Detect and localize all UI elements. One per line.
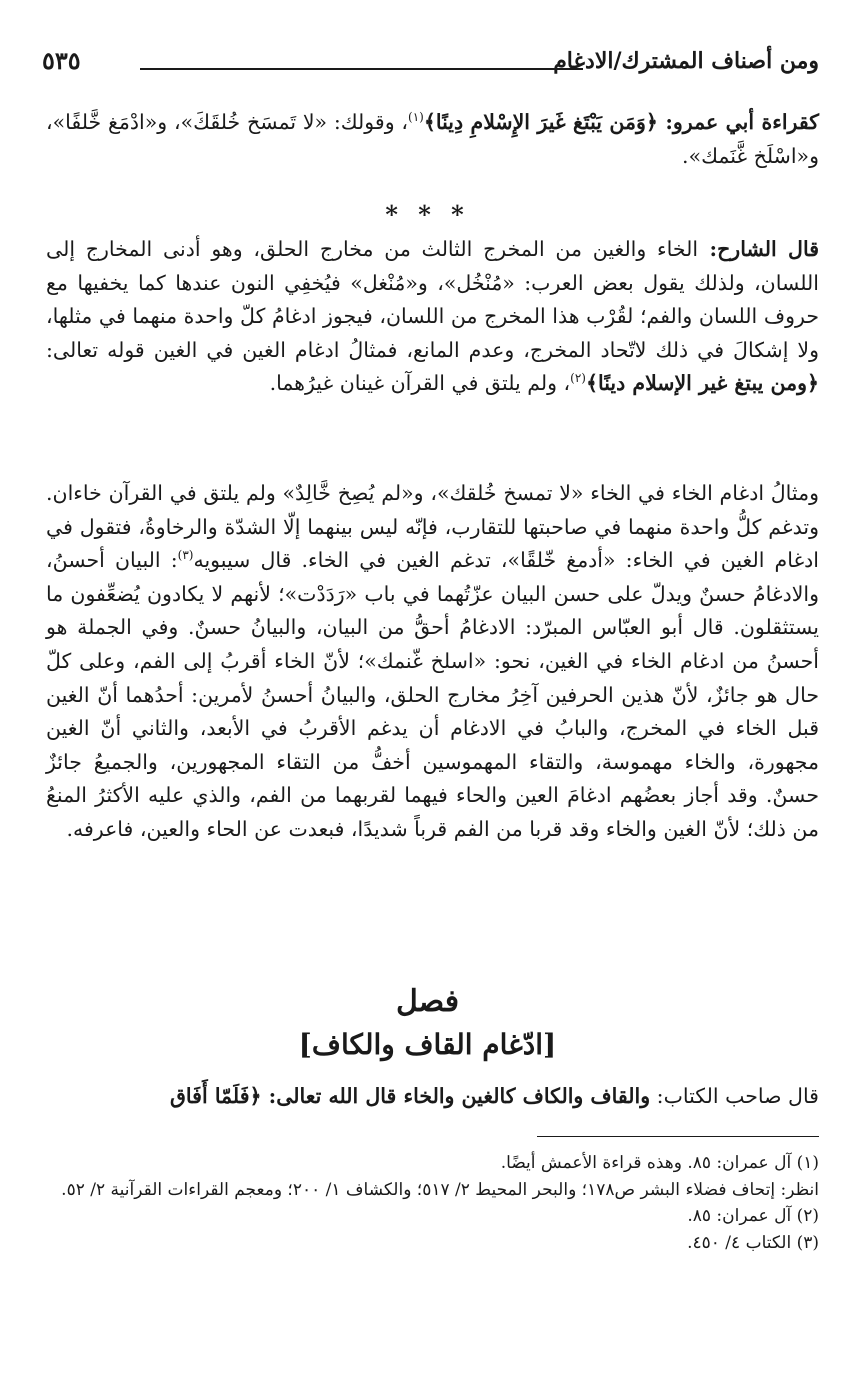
page-number: ٥٣٥ bbox=[42, 46, 81, 75]
sharih-paragraph bbox=[46, 233, 819, 401]
main-text-1: ومثالُ ادغام الخاء في الخاء «لا تمسخ خُلقك»، و«لم يُصِخ خَّالِدٌ» ولم يلتق في القرآن خاءان. وتدغم كلُّ واحدة منهما في صاحبتها للتقارب، فإنّه ليس بينهما إلّا الشدّة والرخاوةُ، فتقول في ادغام الغين في الخاء: «أدمغ خّلقًا»، تدغم الغين في الخاء. قال سيبويه bbox=[46, 481, 819, 573]
kitab-label: قال صاحب الكتاب: bbox=[650, 1084, 819, 1108]
footnote-rule bbox=[537, 1136, 819, 1137]
footnote-ref-3: (٣) bbox=[177, 548, 194, 563]
sharih-text-2: ، ولم يلتق في القرآن غينان غيرُهما. bbox=[269, 371, 571, 396]
main-text-2: : البيان أحسنُ، والادغامُ حسنٌ ويدلّ على حسن البيان عزّتُهما في باب «رَدَدْت»؛ لأنهم لا يكادون يُضعِّفون ما يستثقلون. قال أبو العبّاس المبرّد: الادغامُ أحقُّ من البيان، والبيانُ حسنٌ. وفي الجملة هو أحسنُ من ادغام الخاء في الغين، نحو: «اسلخ غّنمك»؛ لأنّ الخاء أقربُ إلى الفم، وعلى كلّ حال هو جائزٌ، لأنّ هذين الحرفين آخِرُ مخارج الحلق، والبيانُ أحسنُ لأمرين: أحدُهما أنّ الغين قبل الخاء في المخرج، والبابُ في الادغام أن يدغم الأقربُ في الأبعد، والثاني أنّ الغين مجهورة، والخاء مهموسة، والتقاء المهموسين أخفُّ من التقاء المجهورين، والجميعُ جائزٌ حسنٌ. وقد أجاز بعضُهم ادغامَ العين والحاء فيهما لقربهما من الفم، والذي عليه الأكثرُ المنعُ من ذلك؛ لأنّ الغين والخاء وقد قربا من الفم قرباً شديدًا، فبعدت عن الحاء والعين، فاعرفه. bbox=[46, 548, 819, 841]
running-title: ومن أصناف المشترك/الادغام bbox=[553, 48, 819, 74]
footnote-2: (٢) آل عمران: ٨٥. bbox=[687, 1206, 819, 1226]
footnote-ref-1: (١) bbox=[408, 110, 424, 125]
main-paragraph bbox=[46, 477, 819, 847]
section-heading: فصل bbox=[395, 984, 460, 1019]
intro-paragraph bbox=[46, 106, 819, 173]
footnote-ref-2: (٢) bbox=[570, 371, 586, 386]
intro-rest: ، وقولك: «لا تَمسَخ خُلقَكَ»، و«ادْمَغ خَّلفًا»، و«اسْلَخ غَّنَمك». bbox=[46, 110, 819, 168]
intro-verse: ﴿وَمَن يَبْتَغ غَيرَ الإِسْلامِ دِينًا﴾ bbox=[423, 110, 658, 134]
header-rule bbox=[140, 68, 583, 70]
footnote-1-sources: انظر: إتحاف فضلاء البشر ص١٧٨؛ والبحر المحيط ٢/ ٥١٧؛ والكشاف ١/ ٢٠٠؛ ومعجم القراءات القرآنية ٢/ ٥٢. bbox=[61, 1179, 819, 1200]
page-header bbox=[42, 46, 819, 80]
kitab-paragraph bbox=[46, 1080, 819, 1114]
footnote-3: (٣) الكتاب ٤/ ٤٥٠. bbox=[687, 1232, 819, 1253]
footnotes bbox=[46, 1150, 819, 1256]
sharih-verse: ﴿ومن يبتغ غير الإسلام دينًا﴾ bbox=[585, 371, 819, 396]
section-subheading: [ادّغام القاف والكاف] bbox=[298, 1028, 557, 1061]
intro-lead: كقراءة أبي عمرو: bbox=[657, 110, 819, 134]
kitab-text: والقاف والكاف كالغين والخاء قال الله تعالى: ﴿فَلَمّا أَفَاق bbox=[170, 1084, 651, 1108]
footnote-1: (١) آل عمران: ٨٥. وهذه قراءة الأعمش أيضًا. bbox=[500, 1153, 819, 1173]
sharih-label: قال الشارح: bbox=[698, 237, 819, 261]
sharih-text-1: الخاء والغين من المخرج الثالث من مخارج الحلق، وهو أدنى المخارج إلى اللسان، ولذلك يقول بعض العرب: «مُنْخُل»، و«مُنْغل» فيُخفِي النون عندها كما يخفيها مع حروف اللسان والفم؛ لقُرْب هذا المخرج من اللسان، فيجوز ادغامُ كلّ واحدة منهما في مثلها، ولا إشكالَ في ذلك لاتّحاد المخرج، وعدم المانع، فمثالُ ادغام الغين في الغين قوله تعالى: bbox=[46, 237, 819, 362]
section-separator: * * * bbox=[385, 200, 470, 229]
